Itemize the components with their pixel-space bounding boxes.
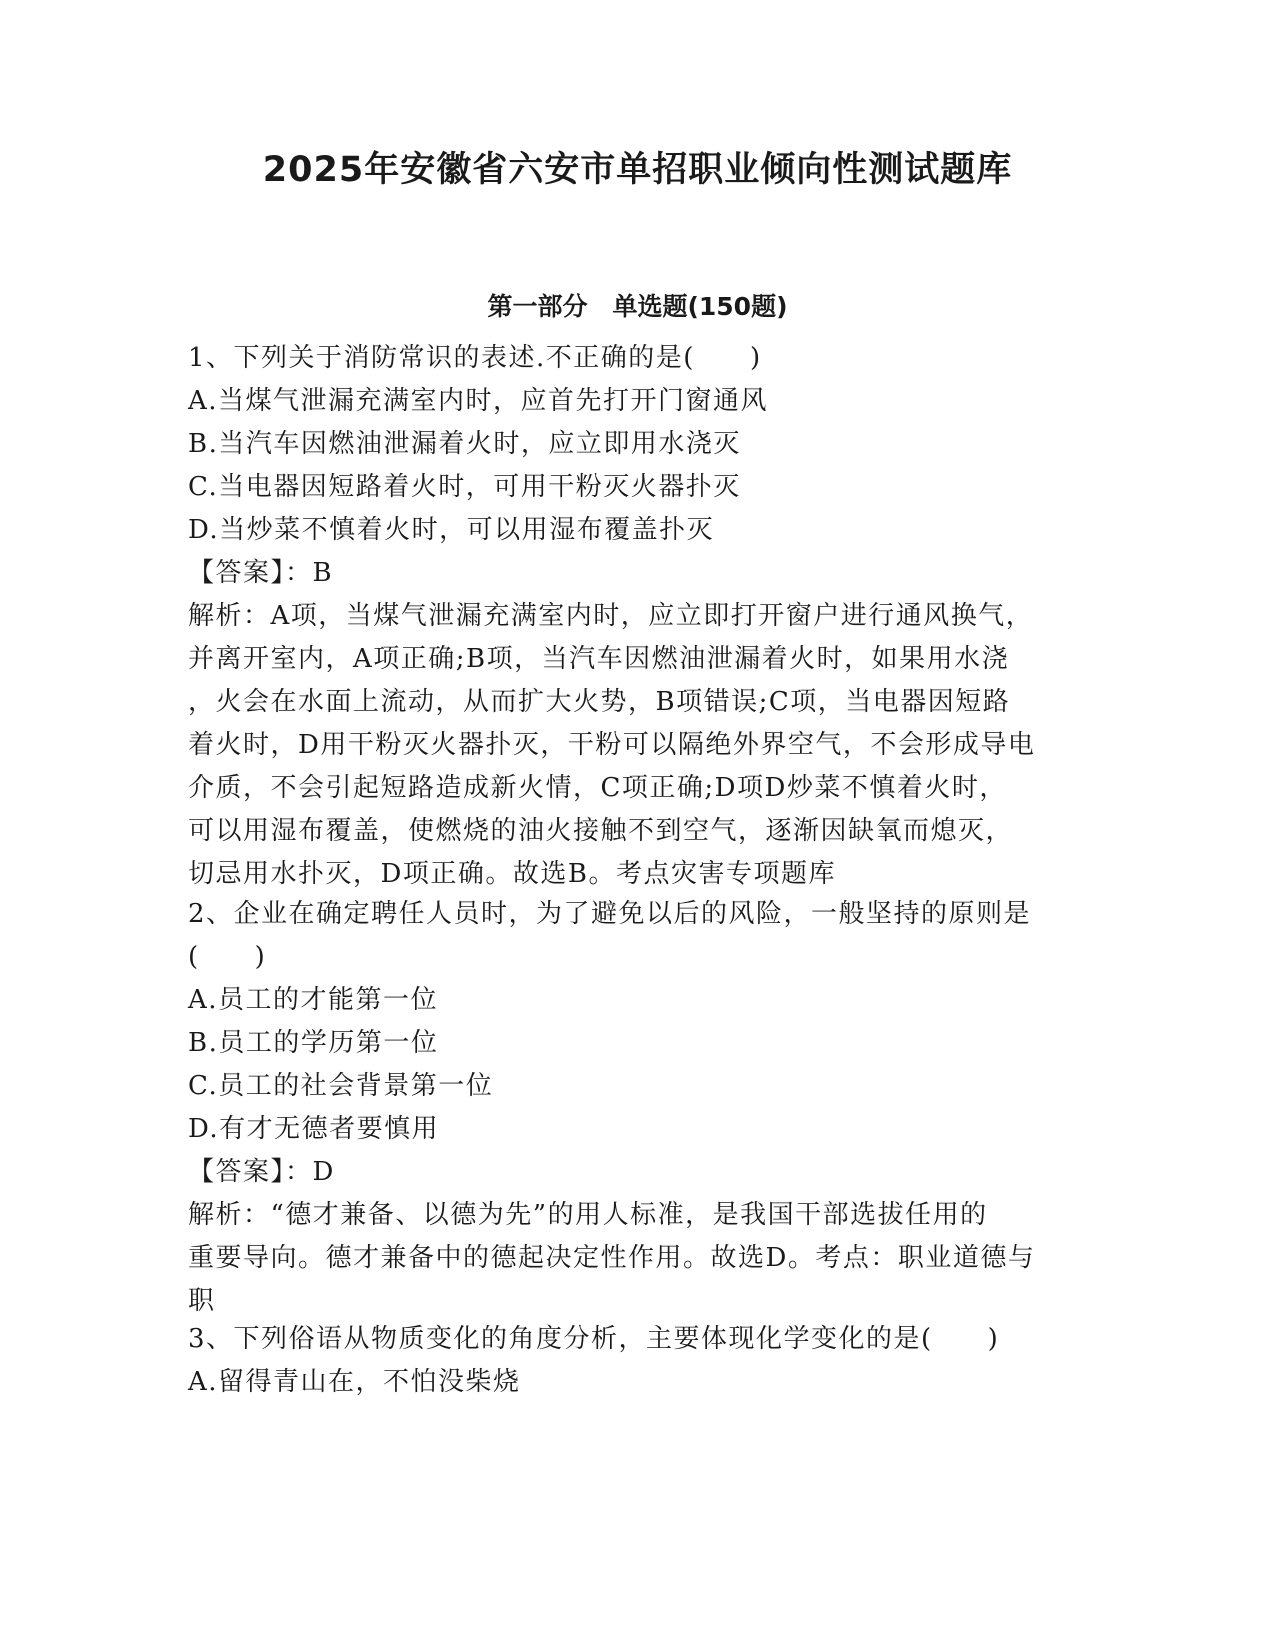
option-b: B.员工的学历第一位	[188, 1028, 439, 1058]
analysis-line: 并离开室内，A项正确;B项，当汽车因燃油泄漏着火时，如果用水浇	[188, 644, 1010, 674]
analysis-line: 重要导向。德才兼备中的德起决定性作用。故选D。考点：职业道德与	[188, 1243, 1036, 1273]
question-stem: 2、企业在确定聘任人员时，为了避免以后的风险，一般坚持的原则是	[188, 899, 1032, 929]
analysis-line: ，火会在水面上流动，从而扩大火势，B项错误;C项，当电器因短路	[188, 687, 1011, 717]
analysis-line: 切忌用水扑灭，D项正确。故选B。考点灾害专项题库	[188, 859, 836, 889]
question-stem: 1、下列关于消防常识的表述.不正确的是( )	[188, 343, 762, 373]
option-c: C.当电器因短路着火时，可用干粉灭火器扑灭	[188, 472, 741, 502]
section-heading: 第一部分 单选题(150题)	[487, 292, 788, 321]
analysis-line: 解析：“德才兼备、以德为先”的用人标准，是我国干部选拔任用的	[188, 1200, 988, 1230]
analysis-line: 可以用湿布覆盖，使燃烧的油火接触不到空气，逐渐因缺氧而熄灭，	[188, 816, 1014, 846]
question-stem: 3、下列俗语从物质变化的角度分析，主要体现化学变化的是( )	[188, 1324, 1000, 1354]
question-1	[188, 337, 1088, 896]
question-stem: ( )	[188, 942, 267, 972]
option-a: A.当煤气泄漏充满室内时，应首先打开门窗通风	[188, 386, 769, 416]
analysis-line: 解析：A项，当煤气泄漏充满室内时，应立即打开窗户进行通风换气，	[188, 601, 1034, 631]
option-b: B.当汽车因燃油泄漏着火时，应立即用水浇灭	[188, 429, 741, 459]
document-title: 2025年安徽省六安市单招职业倾向性测试题库	[262, 150, 1013, 190]
question-2	[188, 893, 1088, 1323]
question-3	[188, 1318, 1088, 1404]
analysis-line: 介质，不会引起短路造成新火情，C项正确;D项D炒菜不慎着火时，	[188, 773, 1007, 803]
answer: 【答案】：B	[188, 558, 334, 588]
option-a: A.留得青山在，不怕没柴烧	[188, 1367, 521, 1397]
analysis-line: 着火时，D用干粉灭火器扑灭，干粉可以隔绝外界空气，不会形成导电	[188, 730, 1036, 760]
analysis-line: 职	[188, 1286, 216, 1316]
option-c: C.员工的社会背景第一位	[188, 1071, 494, 1101]
option-a: A.员工的才能第一位	[188, 985, 439, 1015]
answer: 【答案】：D	[188, 1157, 335, 1187]
option-d: D.有才无德者要慎用	[188, 1114, 440, 1144]
option-d: D.当炒菜不慎着火时，可以用湿布覆盖扑灭	[188, 515, 715, 545]
